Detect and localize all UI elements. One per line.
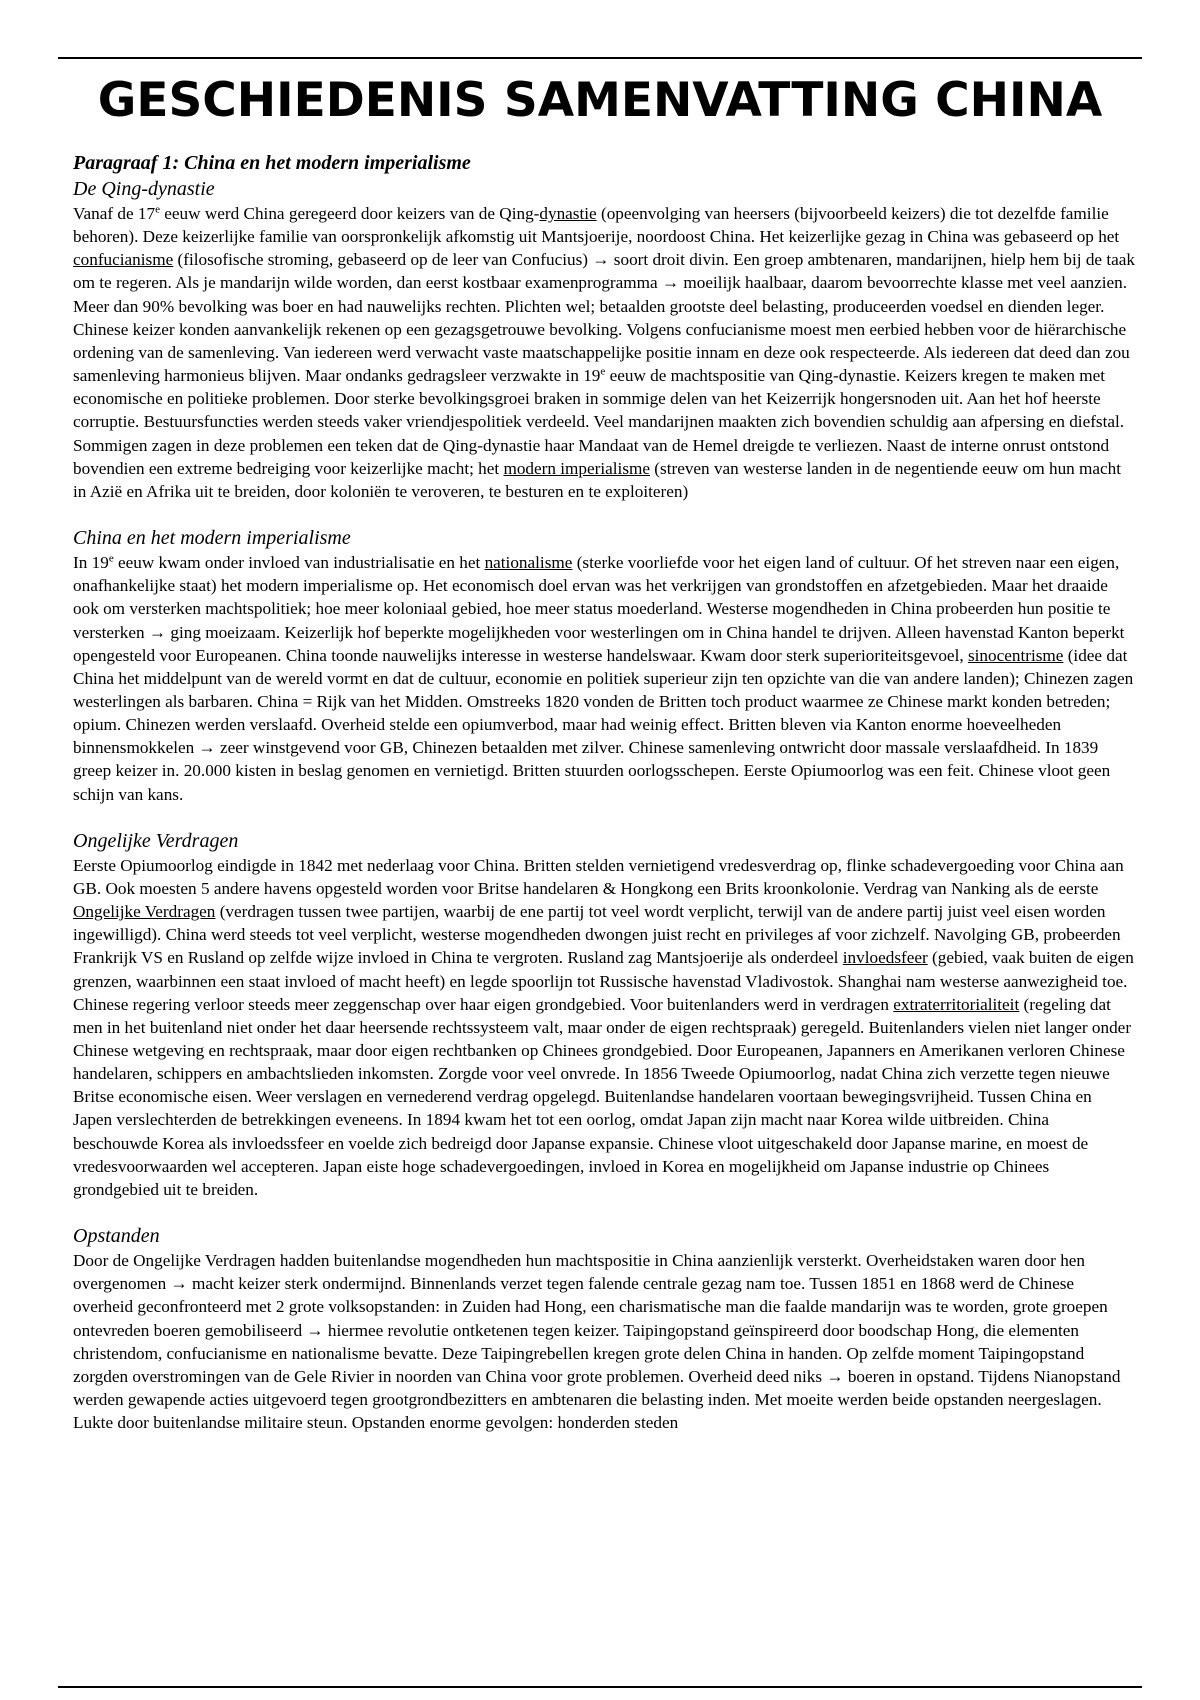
text-run: (opeenvolging van heersers (bijvoorbeeld keizers) die tot dezelfde familie behoren). Deze keizerlijke familie van oorspronkelijk afkomstig uit Mantsjoerije, noordoost China. Het keizerlijke gezag in China was gebaseerd op het [73, 204, 1120, 247]
underlined-term: nationalisme [484, 553, 573, 573]
text-run: Vanaf de 17 [73, 204, 156, 223]
underlined-term: extraterritorialiteit [893, 994, 1020, 1014]
section-heading-qing-dynastie: De Qing-dynastie [73, 178, 215, 200]
paragraph-heading: Paragraaf 1: China en het modern imperialisme [73, 152, 471, 174]
section-heading-opstanden: Opstanden [73, 1225, 160, 1248]
text-run: eeuw de machtspositie van Qing-dynastie. Keizers kregen te maken met economische en politieke problemen. Door sterke bevolkingsgroei braken in sommige delen van het Keizerrijk hongersnoden uit. Aan het hof heerste corruptie. Bestuursfuncties werden steeds vaker vriendjespolitiek verdeeld. Veel mandarijnen maakten zich bovendien schuldig aan afpersing en diefstal. Sommigen zagen in deze problemen een teken dat de Qing-dynastie haar Mandaat van de Hemel dreigde te verliezen. Naast de interne onrust ontstond bovendien een extreme bedreiging voor keizerlijke macht; het [73, 366, 1125, 478]
section-heading-ongelijke-verdragen: Ongelijke Verdragen [73, 829, 239, 852]
document-content [73, 150, 1135, 1434]
text-run: Eerste Opiumoorlog eindigde in 1842 met nederlaag voor China. Britten stelden vernietigend vredesverdrag op, flinke schadevergoeding voor China aan GB. Ook moesten 5 andere havens opgesteld worden voor Britse handelaren & Hongkong een Brits kroonkolonie. Verdrag van Nanking als de eerste [73, 855, 1124, 898]
text-run: (streven van westerse landen in de negentiende eeuw om hun macht in Azië en Afrika uit te breiden, door koloniën te veroveren, te besturen en te exploiteren) [73, 458, 1122, 501]
text-run: (filosofische stroming, gebaseerd op de leer van Confucius) → soort droit divin. Een groep ambtenaren, mandarijnen, hielp hem bij de taak om te regeren. Als je mandarijn wilde worden, dan eerst kostbaar examenprogramma → moeilijk haalbaar, daarom bevoorrechte klasse met veel aanzien. Meer dan 90% bevolking was boer en had nauwelijks rechten. Plichten wel; betaalden grootste deel belasting, produceerden voedsel en dienden leger. Chinese keizer konden aanvankelijk rekenen op een gezagsgetrouwe bevolking. Volgens confucianisme moest men eerbied hebben voor de hiërarchische ordening van de samenleving. Van iedereen werd verwacht vaste maatschappelijke positie innam en deze ook respecteerde. Als iedereen dat deed dan zou samenleving harmonieus blijven. Maar ondanks gedragsleer verzwakte in 19 [73, 250, 1135, 386]
underlined-term: Ongelijke Verdragen [73, 902, 216, 922]
text-run: In 19 [73, 553, 109, 573]
text-run: (regeling dat men in het buitenland niet onder het daar heersende rechtssysteem valt, maar onder de eigen rechtspraak) geregeld. Buitenlanders vielen niet langer onder Chinese wetgeving en rechtspraak, maar door eigen rechtbanken op Chinees grondgebied. Door Europeanen, Japanners en Amerikanen verloren Chinese handelaren, schippers en ambachtslieden inkomsten. Zorgde voor veel onvrede. In 1856 Tweede Opiumoorlog, nadat China zich verzette tegen nieuwe Britse economische eisen. Weer verslagen en vernederend verdrag opgelegd. Buitenlandse handelaren voortaan bewegingsvrijheid. Tussen China en Japen verslechterden de betrekkingen eveneens. In 1894 kwam het tot een oorlog, omdat Japan zijn macht naar Korea wilde uitbreiden. China beschouwde Korea als invloedssfeer en voelde zich bedreigd door Japanse expansie. Chinese vloot uitgeschakeld door Japanse marine, en moest de vredesvoorwaarden wel accepteren. Japan eiste hoge schadevergoedingen, invloed in Korea en mogelijkheid om Japanse industrie op Chinees grondgebied uit te breiden. [73, 994, 1132, 1199]
underlined-term: sinocentrisme [967, 645, 1064, 665]
section-heading-modern-imperialisme: China en het modern imperialisme [73, 527, 351, 550]
document-title: GESCHIEDENIS SAMENVATTING CHINA [97, 73, 1103, 128]
text-run: (gebied, vaak buiten de eigen grenzen, waarbinnen een staat invloed of macht heeft) en legde spoorlijn tot Russische havenstad Vladivostok. Shanghai nam westerse aanwezigheid toe. Chinese regering verloor steeds meer zeggenschap over haar eigen grondgebied. Voor buitenlanders werd in verdragen [73, 948, 1134, 1014]
ordinal-superscript: e [600, 365, 606, 378]
text-run: Door de Ongelijke Verdragen hadden buitenlandse mogendheden hun machtspositie in China aanzienlijk versterkt. Overheidstaken waren door hen overgenomen → macht keizer sterk ondermijnd. Binnenlands verzet tegen falende centrale gezag nam toe. Tussen 1851 en 1868 werd de Chinese overheid geconfronteerd met 2 grote volksopstanden: in Zuiden had Hong, een charismatische man die faalde mandarijn was te worden, grote groepen ontevreden boeren gemobiliseerd → hiermee revolutie ontketenen tegen keizer. Taipingopstand geïnspireerd door boodschap Hong, die elementen christendom, confucianisme en nationalisme bevatte. Deze Taipingrebellen kregen grote delen China in handen. Op zelfde moment Taipingopstand zorgden overstromingen van de Gele Rivier in noorden van China voor grote problemen. Overheid deed niks → boeren in opstand. Tijdens Nianopstand werden gewapende acties uitgevoerd tegen grootgrondbezitters en ambtenaren die belasting inden. Met moeite werden beide opstanden neergeslagen. Lukte door buitenlandse militaire steun. Opstanden enorme gevolgen: honderden steden [73, 1251, 1121, 1433]
underlined-term: dynastie [539, 204, 597, 223]
text-run: (sterke voorliefde voor het eigen land of cultuur. Of het streven naar een eigen, onafhankelijke staat) het modern imperialisme op. Het economisch doel ervan was het verkrijgen van grondstoffen en afzetgebieden. Maar het draaide ook om versterken machtspolitiek; hoe meer koloniaal gebied, hoe meer status moederland. Westerse mogendheden in China probeerden hun positie te versterken → ging moeizaam. Keizerlijk hof beperkte mogelijkheden voor westerlingen om in China handel te drijven. Alleen havenstad Kanton beperkt opengesteld voor Europeanen. China toonde nauwelijks interesse in westerse handelswaar. Kwam door sterk superioriteitsgevoel, [73, 553, 1125, 665]
ordinal-superscript: e [155, 203, 160, 216]
text-run: eeuw werd China geregeerd door keizers van de Qing- [159, 204, 540, 223]
section-body-opstanden [73, 1249, 1135, 1434]
underlined-term: invloedsfeer [842, 948, 928, 968]
text-run: (idee dat China het middelpunt van de wereld vormt en dat de cultuur, economie en politiek superieur zijn ten opzichte van die van andere landen); Chinezen zagen westerlingen als barbaren. China = Rijk van het Midden. Omstreeks 1820 vonden de Britten toch product waarmee ze Chinese markt konden betreden; opium. Chinezen werden verslaafd. Overheid stelde een opiumverbod, maar had weinig effect. Britten bleven via Kanton enorme hoeveelheden binnensmokkelen → zeer winstgevend voor GB, Chinezen betaalden met zilver. Chinese samenleving ontwricht door massale verslaafdheid. In 1839 greep keizer in. 20.000 kisten in beslag genomen en vernietigd. Britten stuurden oorlogsschepen. Eerste Opiumoorlog was een feit. Chinese vloot geen schijn van kans. [73, 645, 1134, 804]
section-body-ongelijke-verdragen [73, 854, 1135, 1201]
text-run: (verdragen tussen twee partijen, waarbij de ene partij tot veel wordt verplicht, terwijl van de andere partij juist veel eisen worden ingewilligd). China werd steeds tot veel verplicht, westerse mogendheden dwongen juist recht en privileges af voor zichzelf. Navolging GB, probeerden Frankrijk VS en Rusland op zelfde wijze invloed in China te vergroten. Rusland zag Mantsjoerije als onderdeel [73, 902, 1121, 968]
ordinal-superscript: e [108, 552, 114, 565]
section-body-qing-dynastie [73, 202, 1135, 503]
bottom-rule [58, 1686, 1142, 1688]
underlined-term: modern imperialisme [503, 458, 650, 478]
section-body-modern-imperialisme [73, 551, 1135, 806]
top-rule [58, 57, 1142, 59]
underlined-term: confucianisme [73, 250, 174, 270]
text-run: eeuw kwam onder invloed van industrialisatie en het [113, 553, 485, 573]
